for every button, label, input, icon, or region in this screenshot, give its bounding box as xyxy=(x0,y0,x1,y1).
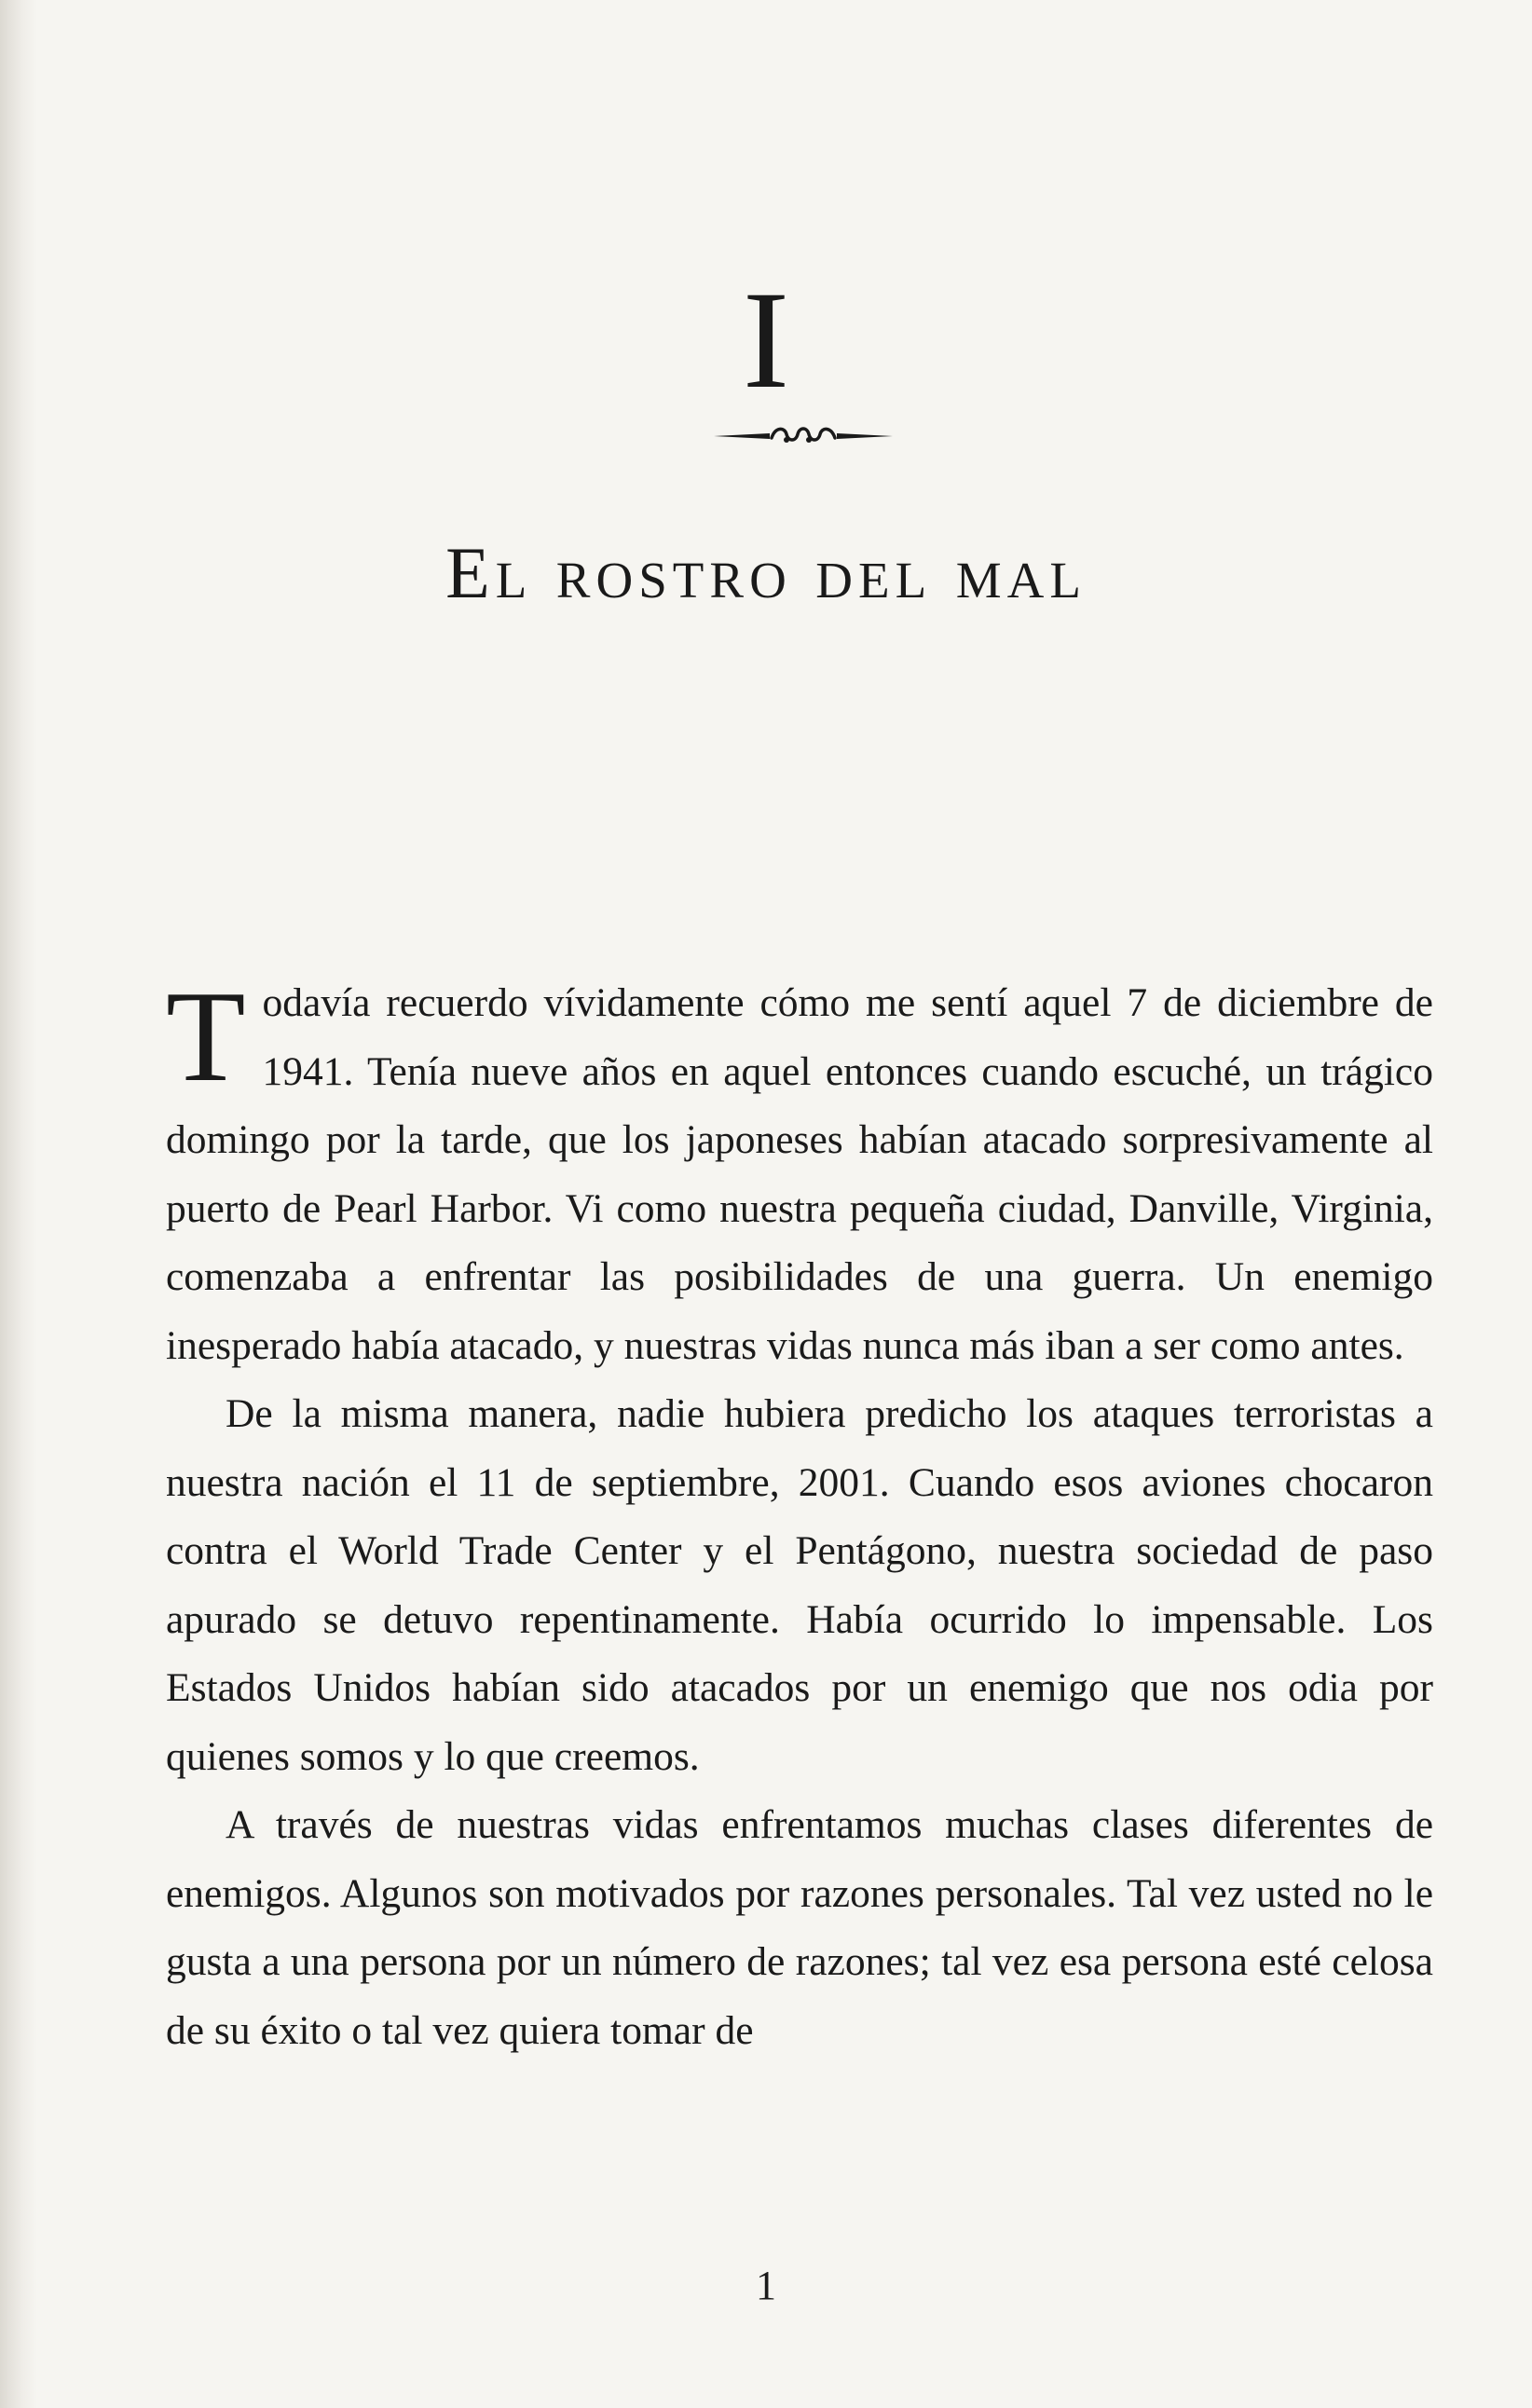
chapter-number: I xyxy=(743,263,789,417)
paragraph-2: De la misma manera, nadie hubiera predicho los ataques terroristas a nuestra nación el 11 de septiembre, 2001. Cuando esos aviones chocaron contra el World Trade Center y el Pentágono, nuestra sociedad de paso apurado se detuvo repentinamente. Había ocurrido lo impensable. Los Estados Unidos habían sido atacados por un enemigo que nos odia por quienes somos y lo que creemos. xyxy=(166,1391,1433,1779)
chapter-body xyxy=(166,965,1433,2065)
chapter-title: El rostro del mal xyxy=(445,532,1087,613)
paragraph-3: A través de nuestras vidas enfrentamos muchas clases diferentes de enemigos. Algunos son motivados por razones personales. Tal vez usted no le gusta a una persona por un número de razones; tal vez esa persona esté celosa de su éxito o tal vez quiera tomar de xyxy=(166,1802,1433,2053)
drop-cap: T xyxy=(166,965,246,1109)
ornament-divider-icon xyxy=(710,417,896,455)
paragraph-1-text: odavía recuerdo vívidamente cómo me sentí aquel 7 de diciembre de 1941. Tenía nueve años en aquel entonces cuando escuché, un trágico domingo por la tarde, que los japoneses habían atacado sorpresivamente al puerto de Pearl Harbor. Vi como nuestra pequeña ciudad, Danville, Virginia, comenzaba a enfrentar las posibilidades de una guerra. Un enemigo inesperado había atacado, y nuestras vidas nunca más iban a ser como antes. xyxy=(166,980,1433,1368)
paragraph-1 xyxy=(166,965,1433,1380)
page-number: 1 xyxy=(756,2263,776,2308)
